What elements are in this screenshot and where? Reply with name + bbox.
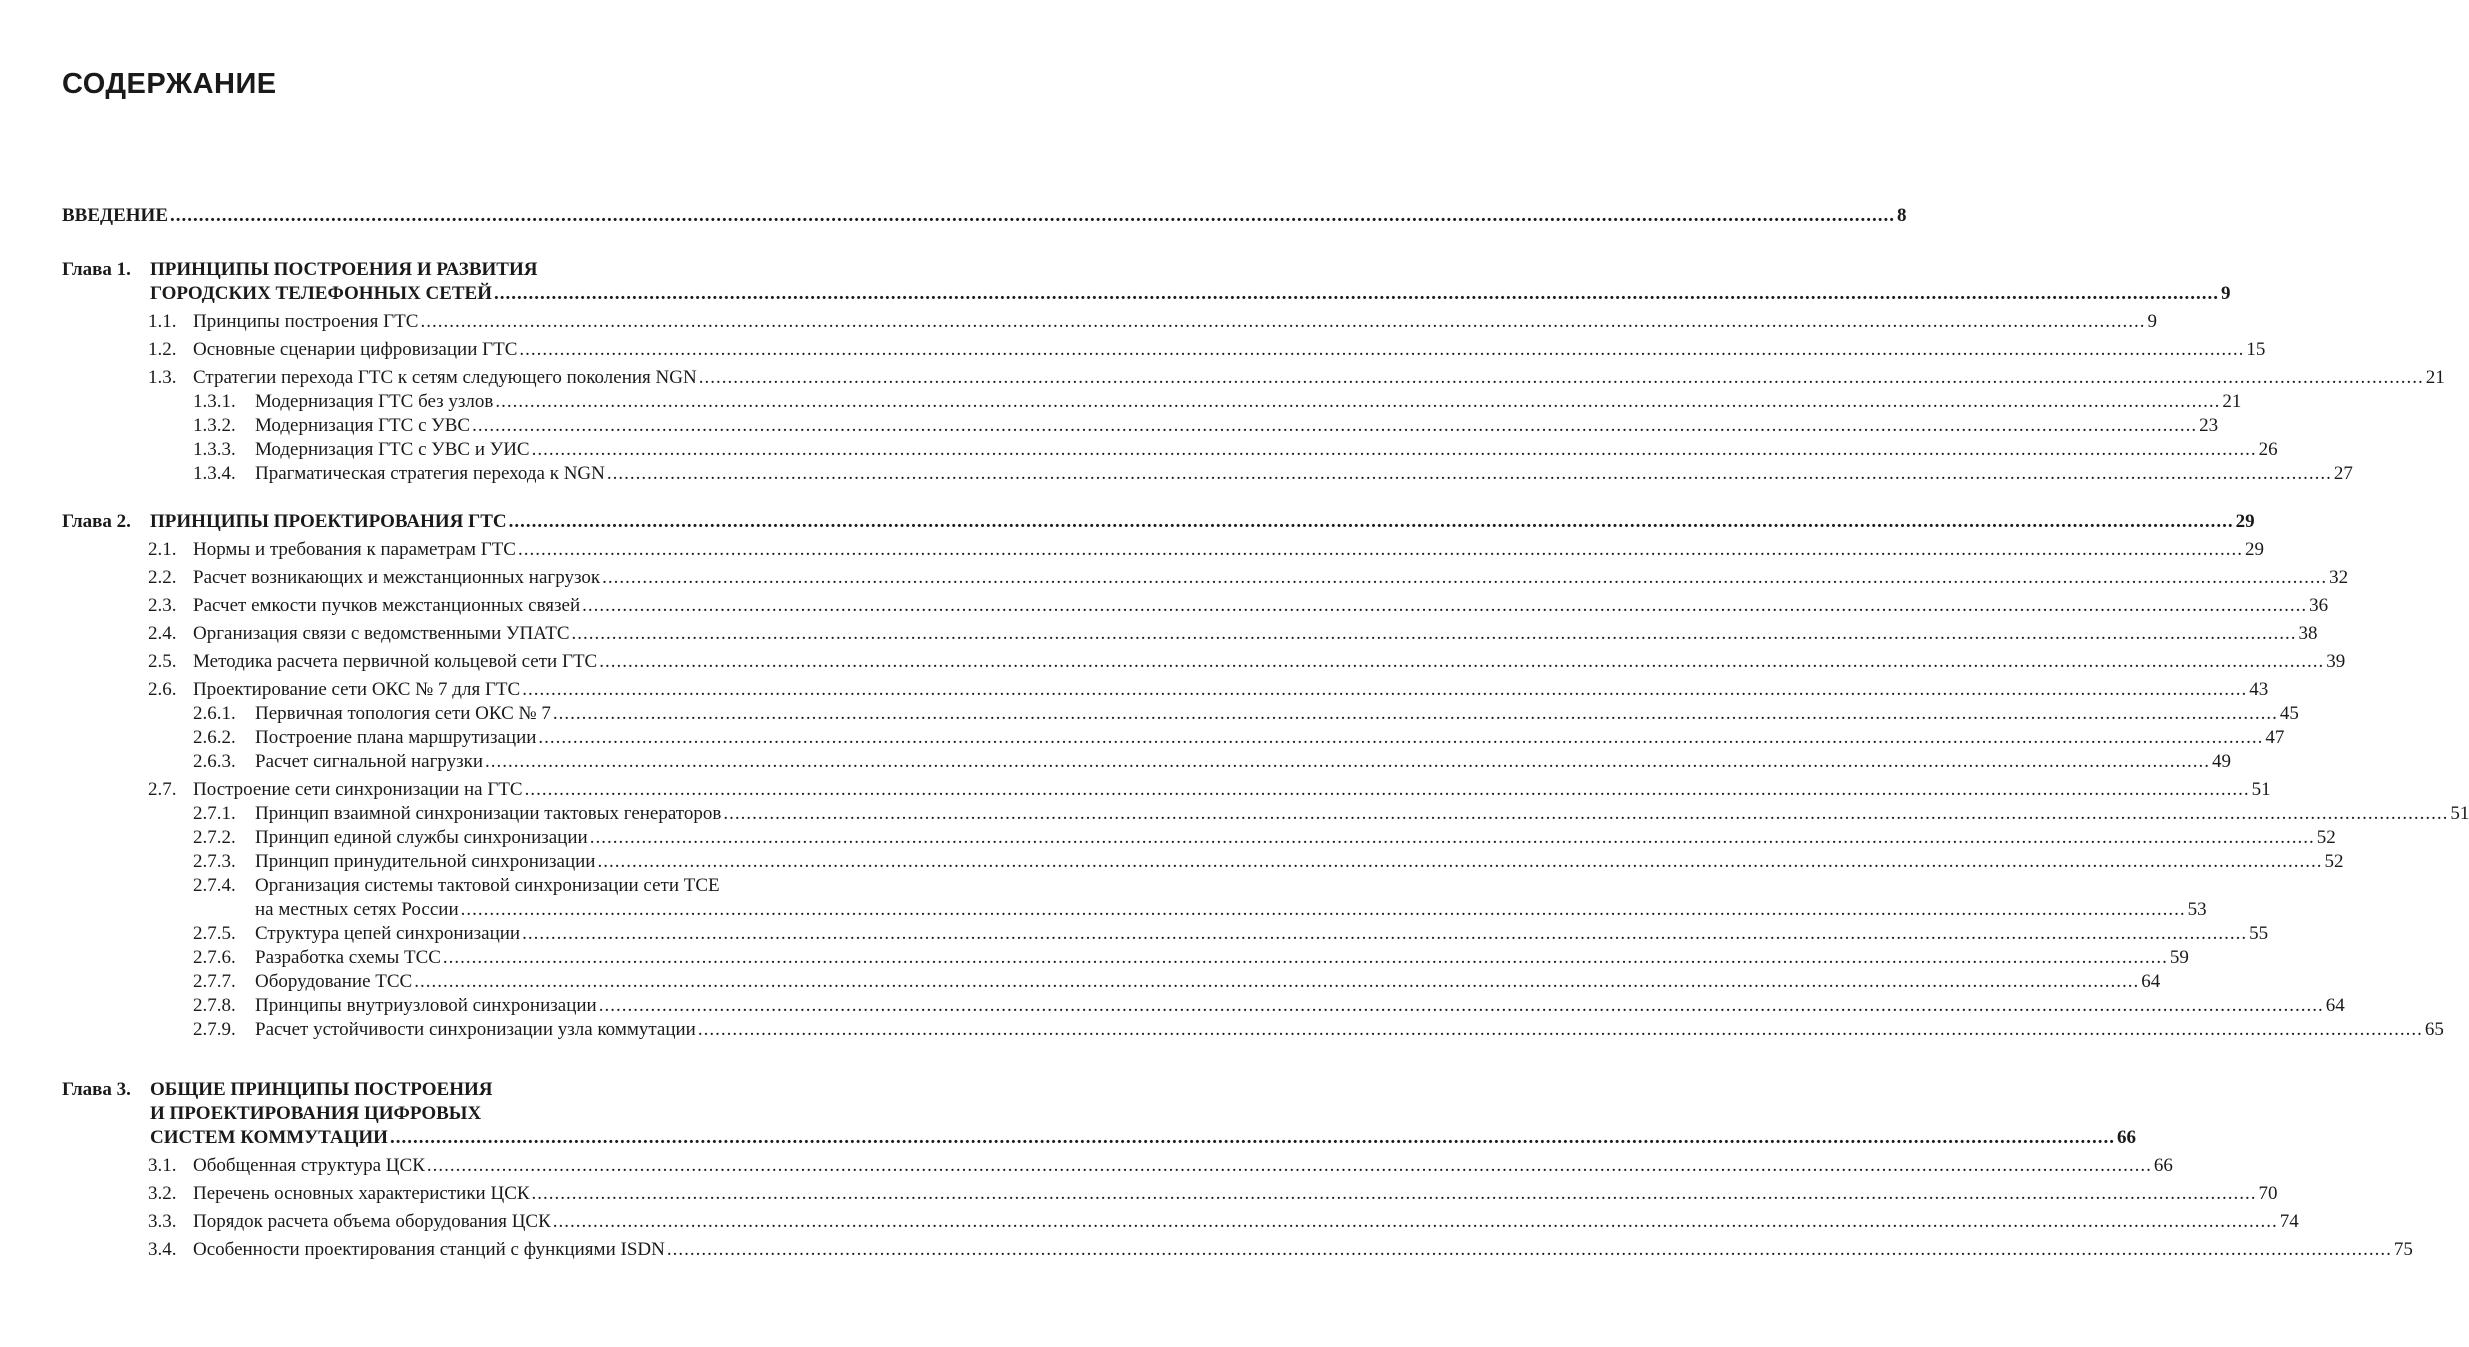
entry-number: 1.2. <box>148 339 177 360</box>
dot-leader: ............................................................................................................................................................................................................................................................................................................ <box>697 1019 2423 1040</box>
page-number: 9 <box>2221 283 2231 304</box>
entry-title: Принципы внутриузловой синхронизации <box>255 995 597 1016</box>
entry-number: 2.7.1. <box>193 803 236 824</box>
entry-title: Особенности проектирования станций с функциями ISDN <box>193 1239 665 1260</box>
toc-entry <box>62 366 2445 390</box>
page-number: 39 <box>2326 651 2346 672</box>
dot-leader: ............................................................................................................................................................................................................................................................................................................ <box>414 971 2140 992</box>
page-number: 52 <box>2324 851 2344 872</box>
dot-leader: ............................................................................................................................................................................................................................................................................................................ <box>698 367 2424 388</box>
page-number: 21 <box>2425 367 2445 388</box>
entry-number: 1.3.1. <box>193 391 236 412</box>
entry-title: на местных сетях России <box>255 899 459 920</box>
entry-title: Принципы построения ГТС <box>193 311 419 332</box>
intro-entry <box>62 204 1907 228</box>
page-number: 38 <box>2298 623 2318 644</box>
toc-entry-continuation <box>62 898 2207 922</box>
entry-title: Принцип принудительной синхронизации <box>255 851 596 872</box>
page-number: 26 <box>2258 439 2278 460</box>
page-title: СОДЕРЖАНИЕ <box>62 68 277 100</box>
page-number: 8 <box>1897 205 1907 226</box>
dot-leader: ............................................................................................................................................................................................................................................................................................................ <box>538 727 2264 748</box>
dot-leader: ............................................................................................................................................................................................................................................................................................................ <box>460 899 2186 920</box>
entry-title: Построение плана маршрутизации <box>255 727 537 748</box>
chapter-title-line <box>150 282 2231 306</box>
entry-number: 2.7.2. <box>193 827 236 848</box>
entry-title: Проектирование сети ОКС № 7 для ГТС <box>193 679 521 700</box>
chapter-title <box>150 1078 2136 1150</box>
entry-title: Модернизация ГТС с УВС <box>255 415 471 436</box>
dot-leader: ............................................................................................................................................................................................................................................................................................................ <box>170 205 1895 226</box>
page-number: 66 <box>2116 1127 2136 1148</box>
toc-entry <box>62 1238 2413 1262</box>
entry-number: 2.5. <box>148 651 177 672</box>
toc-entry <box>62 970 2161 994</box>
toc-entry <box>62 850 2344 874</box>
page-number: 55 <box>2249 923 2269 944</box>
toc-entry <box>62 802 2469 826</box>
chapter-title-line: ПРИНЦИПЫ ПОСТРОЕНИЯ И РАЗВИТИЯ <box>150 259 538 280</box>
dot-leader: ............................................................................................................................................................................................................................................................................................................ <box>472 415 2198 436</box>
toc-entry <box>62 622 2318 646</box>
chapter-title-line: И ПРОЕКТИРОВАНИЯ ЦИФРОВЫХ <box>150 1103 482 1124</box>
toc-entry <box>62 594 2329 618</box>
entry-number: 3.4. <box>148 1239 177 1260</box>
chapter-heading <box>62 1078 2136 1150</box>
page-number: 52 <box>2316 827 2336 848</box>
dot-leader: ............................................................................................................................................................................................................................................................................................................ <box>602 567 2328 588</box>
toc-entry <box>62 650 2346 674</box>
toc-entry <box>62 438 2278 462</box>
toc-entry <box>62 922 2269 946</box>
page-number: 51 <box>2251 779 2271 800</box>
page-number: 51 <box>2450 803 2469 824</box>
entry-number: 2.3. <box>148 595 177 616</box>
dot-leader: ............................................................................................................................................................................................................................................................................................................ <box>420 311 2146 332</box>
entry-title: ПРИНЦИПЫ ПРОЕКТИРОВАНИЯ ГТС <box>150 511 507 532</box>
dot-leader: ............................................................................................................................................................................................................................................................................................................ <box>666 1239 2392 1260</box>
entry-title: Построение сети синхронизации на ГТС <box>193 779 523 800</box>
entry-title: Стратегии перехода ГТС к сетям следующего поколения NGN <box>193 367 697 388</box>
page-number: 59 <box>2169 947 2189 968</box>
toc-entry <box>62 678 2269 702</box>
toc-entry <box>62 538 2264 562</box>
entry-title: Прагматическая стратегия перехода к NGN <box>255 463 605 484</box>
dot-leader: ............................................................................................................................................................................................................................................................................................................ <box>598 995 2324 1016</box>
dot-leader: ............................................................................................................................................................................................................................................................................................................ <box>589 827 2315 848</box>
toc-entry <box>62 778 2271 802</box>
dot-leader: ............................................................................................................................................................................................................................................................................................................ <box>524 779 2250 800</box>
entry-number: 3.2. <box>148 1183 177 1204</box>
page-number: 75 <box>2393 1239 2413 1260</box>
toc-entry <box>62 1018 2444 1042</box>
entry-number: 2.4. <box>148 623 177 644</box>
page-number: 74 <box>2279 1211 2299 1232</box>
entry-number: 2.7.6. <box>193 947 236 968</box>
dot-leader: ............................................................................................................................................................................................................................................................................................................ <box>485 751 2211 772</box>
entry-title: Порядок расчета объема оборудования ЦСК <box>193 1211 551 1232</box>
entry-number: 2.2. <box>148 567 177 588</box>
dot-leader: ............................................................................................................................................................................................................................................................................................................ <box>495 391 2221 412</box>
chapter-title-line <box>150 1126 2136 1150</box>
chapter-title <box>150 510 2255 534</box>
entry-title: Структура цепей синхронизации <box>255 923 521 944</box>
page-number: 36 <box>2309 595 2329 616</box>
entry-title: Модернизация ГТС с УВС и УИС <box>255 439 530 460</box>
page-number: 23 <box>2199 415 2219 436</box>
toc-entry <box>62 338 2266 362</box>
dot-leader: ............................................................................................................................................................................................................................................................................................................ <box>508 511 2234 532</box>
entry-title: Разработка схемы ТСС <box>255 947 441 968</box>
entry-title: Первичная топология сети ОКС № 7 <box>255 703 551 724</box>
entry-number: 2.6.1. <box>193 703 236 724</box>
dot-leader: ............................................................................................................................................................................................................................................................................................................ <box>606 463 2332 484</box>
entry-title: Методика расчета первичной кольцевой сети ГТС <box>193 651 598 672</box>
toc-entry <box>62 750 2232 774</box>
entry-number: 2.7.5. <box>193 923 236 944</box>
dot-leader: ............................................................................................................................................................................................................................................................................................................ <box>426 1155 2152 1176</box>
page-number: 29 <box>2244 539 2264 560</box>
toc-entry <box>62 390 2242 414</box>
toc-entry <box>62 414 2219 438</box>
chapter-title-line: ОБЩИЕ ПРИНЦИПЫ ПОСТРОЕНИЯ <box>150 1079 493 1100</box>
page-number: 66 <box>2153 1155 2173 1176</box>
page-number: 53 <box>2187 899 2207 920</box>
toc-entry <box>62 826 2336 850</box>
entry-number: 1.3.2. <box>193 415 236 436</box>
page-number: 29 <box>2235 511 2255 532</box>
toc-entry <box>62 310 2157 334</box>
entry-number: 1.3.3. <box>193 439 236 460</box>
page-number: 21 <box>2222 391 2242 412</box>
dot-leader: ............................................................................................................................................................................................................................................................................................................ <box>531 1183 2257 1204</box>
page-number: 64 <box>2141 971 2161 992</box>
toc-entry <box>62 702 2299 726</box>
dot-leader: ............................................................................................................................................................................................................................................................................................................ <box>519 339 2245 360</box>
chapter-label: Глава 3. <box>62 1079 131 1100</box>
entry-title: ВВЕДЕНИЕ <box>62 205 168 226</box>
entry-number: 1.3.4. <box>193 463 236 484</box>
entry-title: Организация системы тактовой синхронизации сети ТСЕ <box>255 875 720 896</box>
toc-entry <box>62 994 2345 1018</box>
entry-title: Расчет устойчивости синхронизации узла коммутации <box>255 1019 696 1040</box>
chapter-heading <box>62 258 2231 306</box>
dot-leader: ............................................................................................................................................................................................................................................................................................................ <box>531 439 2257 460</box>
chapter-label: Глава 1. <box>62 259 131 280</box>
toc-entry <box>62 1210 2299 1234</box>
toc-entry <box>62 462 2353 486</box>
page-number: 9 <box>2147 311 2157 332</box>
page-number: 47 <box>2265 727 2285 748</box>
entry-number: 2.6.2. <box>193 727 236 748</box>
toc-entry <box>62 1182 2278 1206</box>
entry-number: 1.1. <box>148 311 177 332</box>
page-number: 27 <box>2333 463 2353 484</box>
entry-title: Принцип взаимной синхронизации тактовых генераторов <box>255 803 722 824</box>
toc-entry <box>62 726 2285 750</box>
entry-number: 2.7.9. <box>193 1019 236 1040</box>
page-number: 43 <box>2249 679 2269 700</box>
dot-leader: ............................................................................................................................................................................................................................................................................................................ <box>599 651 2325 672</box>
entry-title: Расчет возникающих и межстанционных нагрузок <box>193 567 601 588</box>
dot-leader: ............................................................................................................................................................................................................................................................................................................ <box>442 947 2168 968</box>
chapter-label: Глава 2. <box>62 511 131 532</box>
dot-leader: ............................................................................................................................................................................................................................................................................................................ <box>597 851 2323 872</box>
entry-number: 2.7.8. <box>193 995 236 1016</box>
chapter-title-line <box>150 510 2255 534</box>
entry-title: Организация связи с ведомственными УПАТС <box>193 623 570 644</box>
page-number: 65 <box>2424 1019 2444 1040</box>
dot-leader: ............................................................................................................................................................................................................................................................................................................ <box>522 923 2248 944</box>
entry-number: 2.7.7. <box>193 971 236 992</box>
page-number: 49 <box>2212 751 2232 772</box>
entry-number: 3.1. <box>148 1155 177 1176</box>
chapter-heading <box>62 510 2255 534</box>
dot-leader: ............................................................................................................................................................................................................................................................................................................ <box>494 283 2219 304</box>
page-number: 64 <box>2325 995 2345 1016</box>
entry-title: Принцип единой службы синхронизации <box>255 827 588 848</box>
dot-leader: ............................................................................................................................................................................................................................................................................................................ <box>517 539 2243 560</box>
toc-entry <box>62 566 2349 590</box>
entry-number: 2.1. <box>148 539 177 560</box>
toc-entry <box>62 874 900 898</box>
entry-number: 2.7.4. <box>193 875 236 896</box>
entry-title: Модернизация ГТС без узлов <box>255 391 494 412</box>
entry-title: Оборудование ТСС <box>255 971 413 992</box>
entry-number: 2.7. <box>148 779 177 800</box>
entry-title: СИСТЕМ КОММУТАЦИИ <box>150 1127 388 1148</box>
entry-title: Основные сценарии цифровизации ГТС <box>193 339 518 360</box>
entry-title: ГОРОДСКИХ ТЕЛЕФОННЫХ СЕТЕЙ <box>150 283 492 304</box>
page-number: 32 <box>2329 567 2349 588</box>
entry-title: Расчет сигнальной нагрузки <box>255 751 484 772</box>
entry-number: 1.3. <box>148 367 177 388</box>
page-number: 45 <box>2279 703 2299 724</box>
dot-leader: ............................................................................................................................................................................................................................................................................................................ <box>571 623 2297 644</box>
dot-leader: ............................................................................................................................................................................................................................................................................................................ <box>389 1127 2115 1148</box>
chapter-title <box>150 258 2231 306</box>
table-of-contents <box>62 204 2469 1262</box>
entry-title: Расчет емкости пучков межстанционных связей <box>193 595 581 616</box>
entry-number: 2.6. <box>148 679 177 700</box>
toc-entry <box>62 946 2189 970</box>
entry-number: 2.7.3. <box>193 851 236 872</box>
dot-leader: ............................................................................................................................................................................................................................................................................................................ <box>723 803 2449 824</box>
dot-leader: ............................................................................................................................................................................................................................................................................................................ <box>522 679 2248 700</box>
entry-number: 3.3. <box>148 1211 177 1232</box>
page-number: 15 <box>2246 339 2266 360</box>
entry-title: Обобщенная структура ЦСК <box>193 1155 425 1176</box>
page-number: 70 <box>2258 1183 2278 1204</box>
dot-leader: ............................................................................................................................................................................................................................................................................................................ <box>582 595 2308 616</box>
entry-title: Нормы и требования к параметрам ГТС <box>193 539 516 560</box>
toc-entry <box>62 1154 2173 1178</box>
entry-title: Перечень основных характеристики ЦСК <box>193 1183 530 1204</box>
dot-leader: ............................................................................................................................................................................................................................................................................................................ <box>552 703 2278 724</box>
dot-leader: ............................................................................................................................................................................................................................................................................................................ <box>552 1211 2278 1232</box>
entry-number: 2.6.3. <box>193 751 236 772</box>
